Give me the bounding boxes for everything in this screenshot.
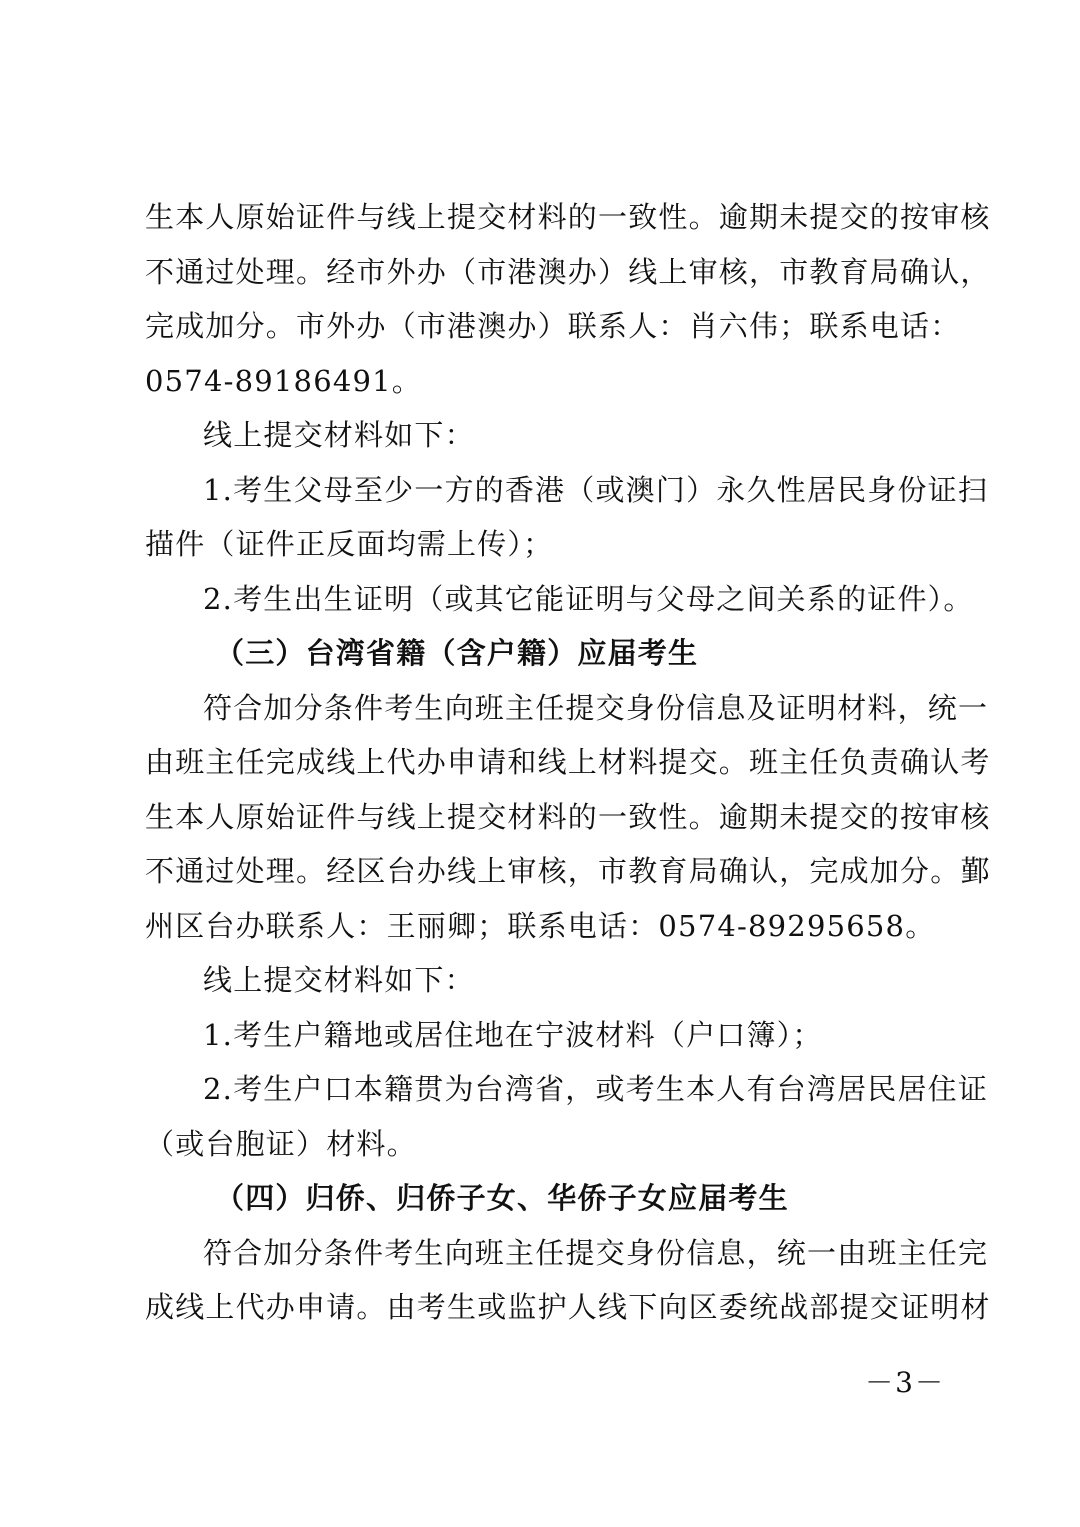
text-line: 2.考生户口本籍贯为台湾省，或考生本人有台湾居民居住证	[203, 1072, 989, 1106]
text-line: （或台胞证）材料。	[145, 1126, 417, 1161]
text-line: 完成加分。市外办（市港澳办）联系人：肖六伟；联系电话：	[145, 309, 961, 343]
text-line: 1.考生户籍地或居住地在宁波材料（户口簿）；	[203, 1017, 823, 1052]
text-line: 线上提交材料如下：	[203, 418, 475, 452]
text-line: 成线上代办申请。由考生或监护人线下向区委统战部提交证明材	[145, 1290, 991, 1324]
text-line: 生本人原始证件与线上提交材料的一致性。逾期未提交的按审核	[145, 799, 991, 834]
text-line: 由班主任完成线上代办申请和线上材料提交。班主任负责确认考	[145, 745, 991, 779]
page-number: －3－	[865, 1366, 945, 1399]
section-heading: （四）归侨、归侨子女、华侨子女应届考生	[215, 1181, 789, 1215]
text-line: 符合加分条件考生向班主任提交身份信息，统一由班主任完	[203, 1235, 989, 1270]
section-heading: （三）台湾省籍（含户籍）应届考生	[215, 636, 699, 670]
text-line: 州区台办联系人：王丽卿；联系电话：0574-89295658。	[145, 908, 936, 943]
text-line: 描件（证件正反面均需上传）；	[145, 527, 554, 561]
text-line: 符合加分条件考生向班主任提交身份信息及证明材料，统一	[203, 690, 989, 725]
text-line: 不通过处理。经市外办（市港澳办）线上审核，市教育局确认，	[145, 254, 991, 289]
text-line: 生本人原始证件与线上提交材料的一致性。逾期未提交的按审核	[145, 200, 991, 234]
document-body	[145, 190, 991, 1335]
text-line: 不通过处理。经区台办线上审核，市教育局确认，完成加分。鄞	[145, 854, 991, 888]
text-line: 0574-89186491。	[145, 363, 423, 398]
text-line: 2.考生出生证明（或其它能证明与父母之间关系的证件）。	[203, 581, 974, 616]
text-line: 线上提交材料如下：	[203, 963, 475, 997]
text-line: 1.考生父母至少一方的香港（或澳门）永久性居民身份证扫	[203, 472, 989, 507]
